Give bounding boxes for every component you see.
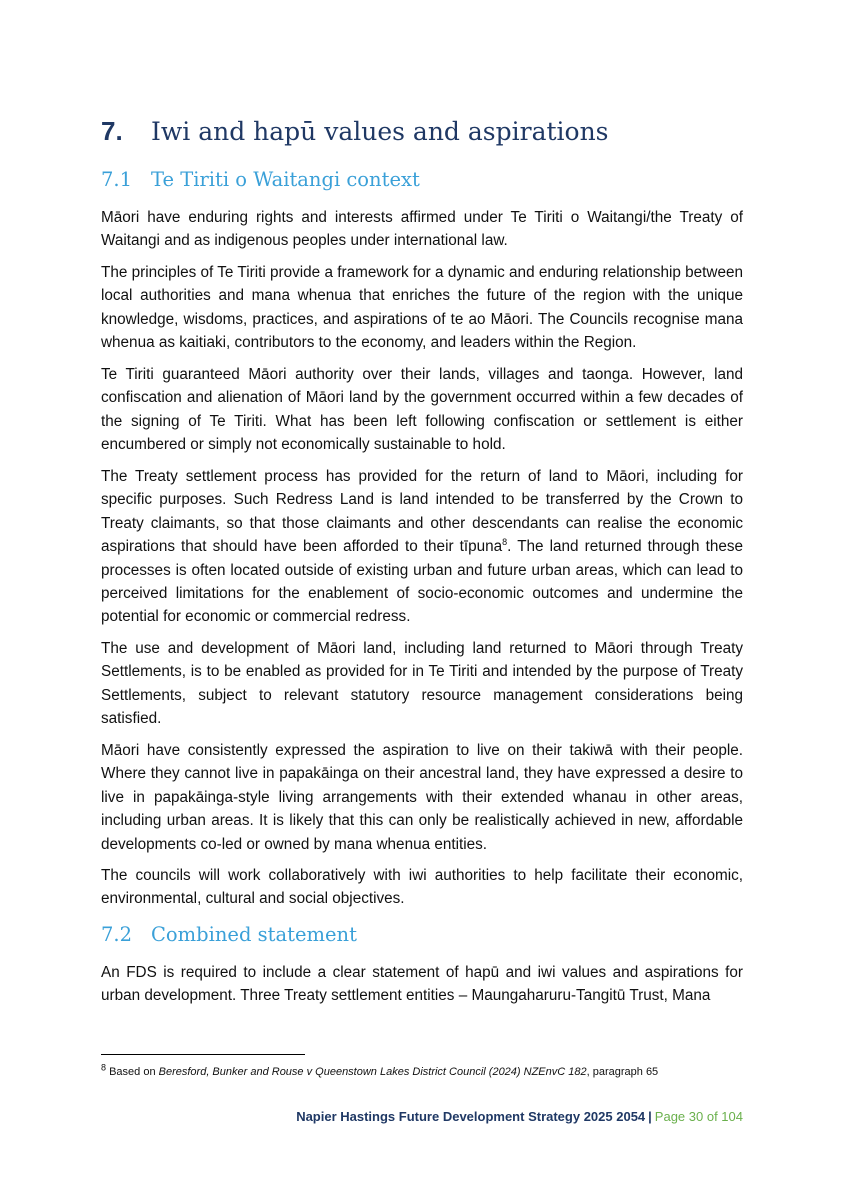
paragraph-text: . The land returned through these processes is often located outside of existing urban and future urban areas, which can lead to perceived limitations for the enablement of socio-economic outcomes and undermine the potential for economic or commercial redress. <box>101 538 744 626</box>
paragraph-maori-land-use: The use and development of Māori land, including land returned to Māori through Treaty Settlements, is to be enabled as provided for in Te Tiriti and intended by the purpose of Treaty Settlements, subject to relevant statutory resource management considerations being satisfied. <box>101 640 743 728</box>
footer-document-title: Napier Hastings Future Development Strategy 2025 2054 <box>296 1109 646 1124</box>
footnote-case-name: Beresford, Bunker and Rouse v Queenstown Lakes District Council (2024) NZEnvC 182 <box>158 1066 587 1078</box>
paragraph-rights: Māori have enduring rights and interests affirmed under Te Tiriti o Waitangi/the Treaty of Waitangi and as indigenous peoples under international law. <box>101 209 743 250</box>
footnote-suffix: , paragraph 65 <box>586 1066 659 1078</box>
footer-page-number: Page 30 of 104 <box>654 1109 743 1124</box>
paragraph-combined-statement: An FDS is required to include a clear statement of hapū and iwi values and aspirations for urban development. Three Treaty settlement entities – Maungaharuru-Tangitū Trust, Mana <box>101 964 743 1005</box>
subsection-heading-7-1 <box>101 166 420 194</box>
paragraph-aspirations: Māori have consistently expressed the aspiration to live on their takiwā with their people. Where they cannot live in papakāinga on their ancestral land, they have expressed a desire to live in papakāinga-style living arrangements with their extended whanau in other areas, including urban areas. It is likely that this can only be realistically achieved in new, affordable developments co-led or owned by mana whenua entities. <box>101 742 743 853</box>
footer-separator: | <box>648 1109 652 1124</box>
footnote-prefix: Based on <box>109 1066 159 1078</box>
footnote-reference[interactable]: 8 <box>502 537 508 548</box>
paragraph-principles: The principles of Te Tiriti provide a framework for a dynamic and enduring relationship between local authorities and mana whenua that enriches the future of the region with the unique knowledge, wisdoms, practices, and aspirations of te ao Māori. The Councils recognise mana whenua as kaitiaki, contributors to the economy, and leaders within the Region. <box>101 264 743 352</box>
section-title: Iwi and hapū values and aspirations <box>151 117 609 146</box>
section-heading <box>101 112 761 151</box>
footnote-marker: 8 <box>101 1062 107 1073</box>
paragraph-text: The Treaty settlement process has provided for the return of land to Māori, including for specific purposes. Such Redress Land is land intended to be transferred by the Crown to Treaty claimants, so that those claimants and other descendants can realise the economic aspirations that should have been afforded to their tīpuna <box>101 468 743 556</box>
subsection-number: 7.2 <box>101 923 133 946</box>
subsection-number: 7.1 <box>101 168 133 191</box>
paragraph-collaboration: The councils will work collaboratively with iwi authorities to help facilitate their economic, environmental, cultural and social objectives. <box>101 867 743 908</box>
paragraph-treaty-settlement <box>101 465 743 629</box>
subsection-heading-7-2 <box>101 921 357 949</box>
section-number: 7. <box>101 116 123 146</box>
subsection-title: Te Tiriti o Waitangi context <box>151 168 420 191</box>
subsection-title: Combined statement <box>151 923 357 946</box>
footnote-divider <box>101 1054 305 1055</box>
footnote <box>101 1064 743 1080</box>
paragraph-confiscation: Te Tiriti guaranteed Māori authority over their lands, villages and taonga. However, land confiscation and alienation of Māori land by the government occurred within a few decades of the signing of Te Tiriti. What has been left following confiscation or settlement is either encumbered or simply not economically sustainable to hold. <box>101 366 743 454</box>
page-footer <box>296 1108 743 1126</box>
